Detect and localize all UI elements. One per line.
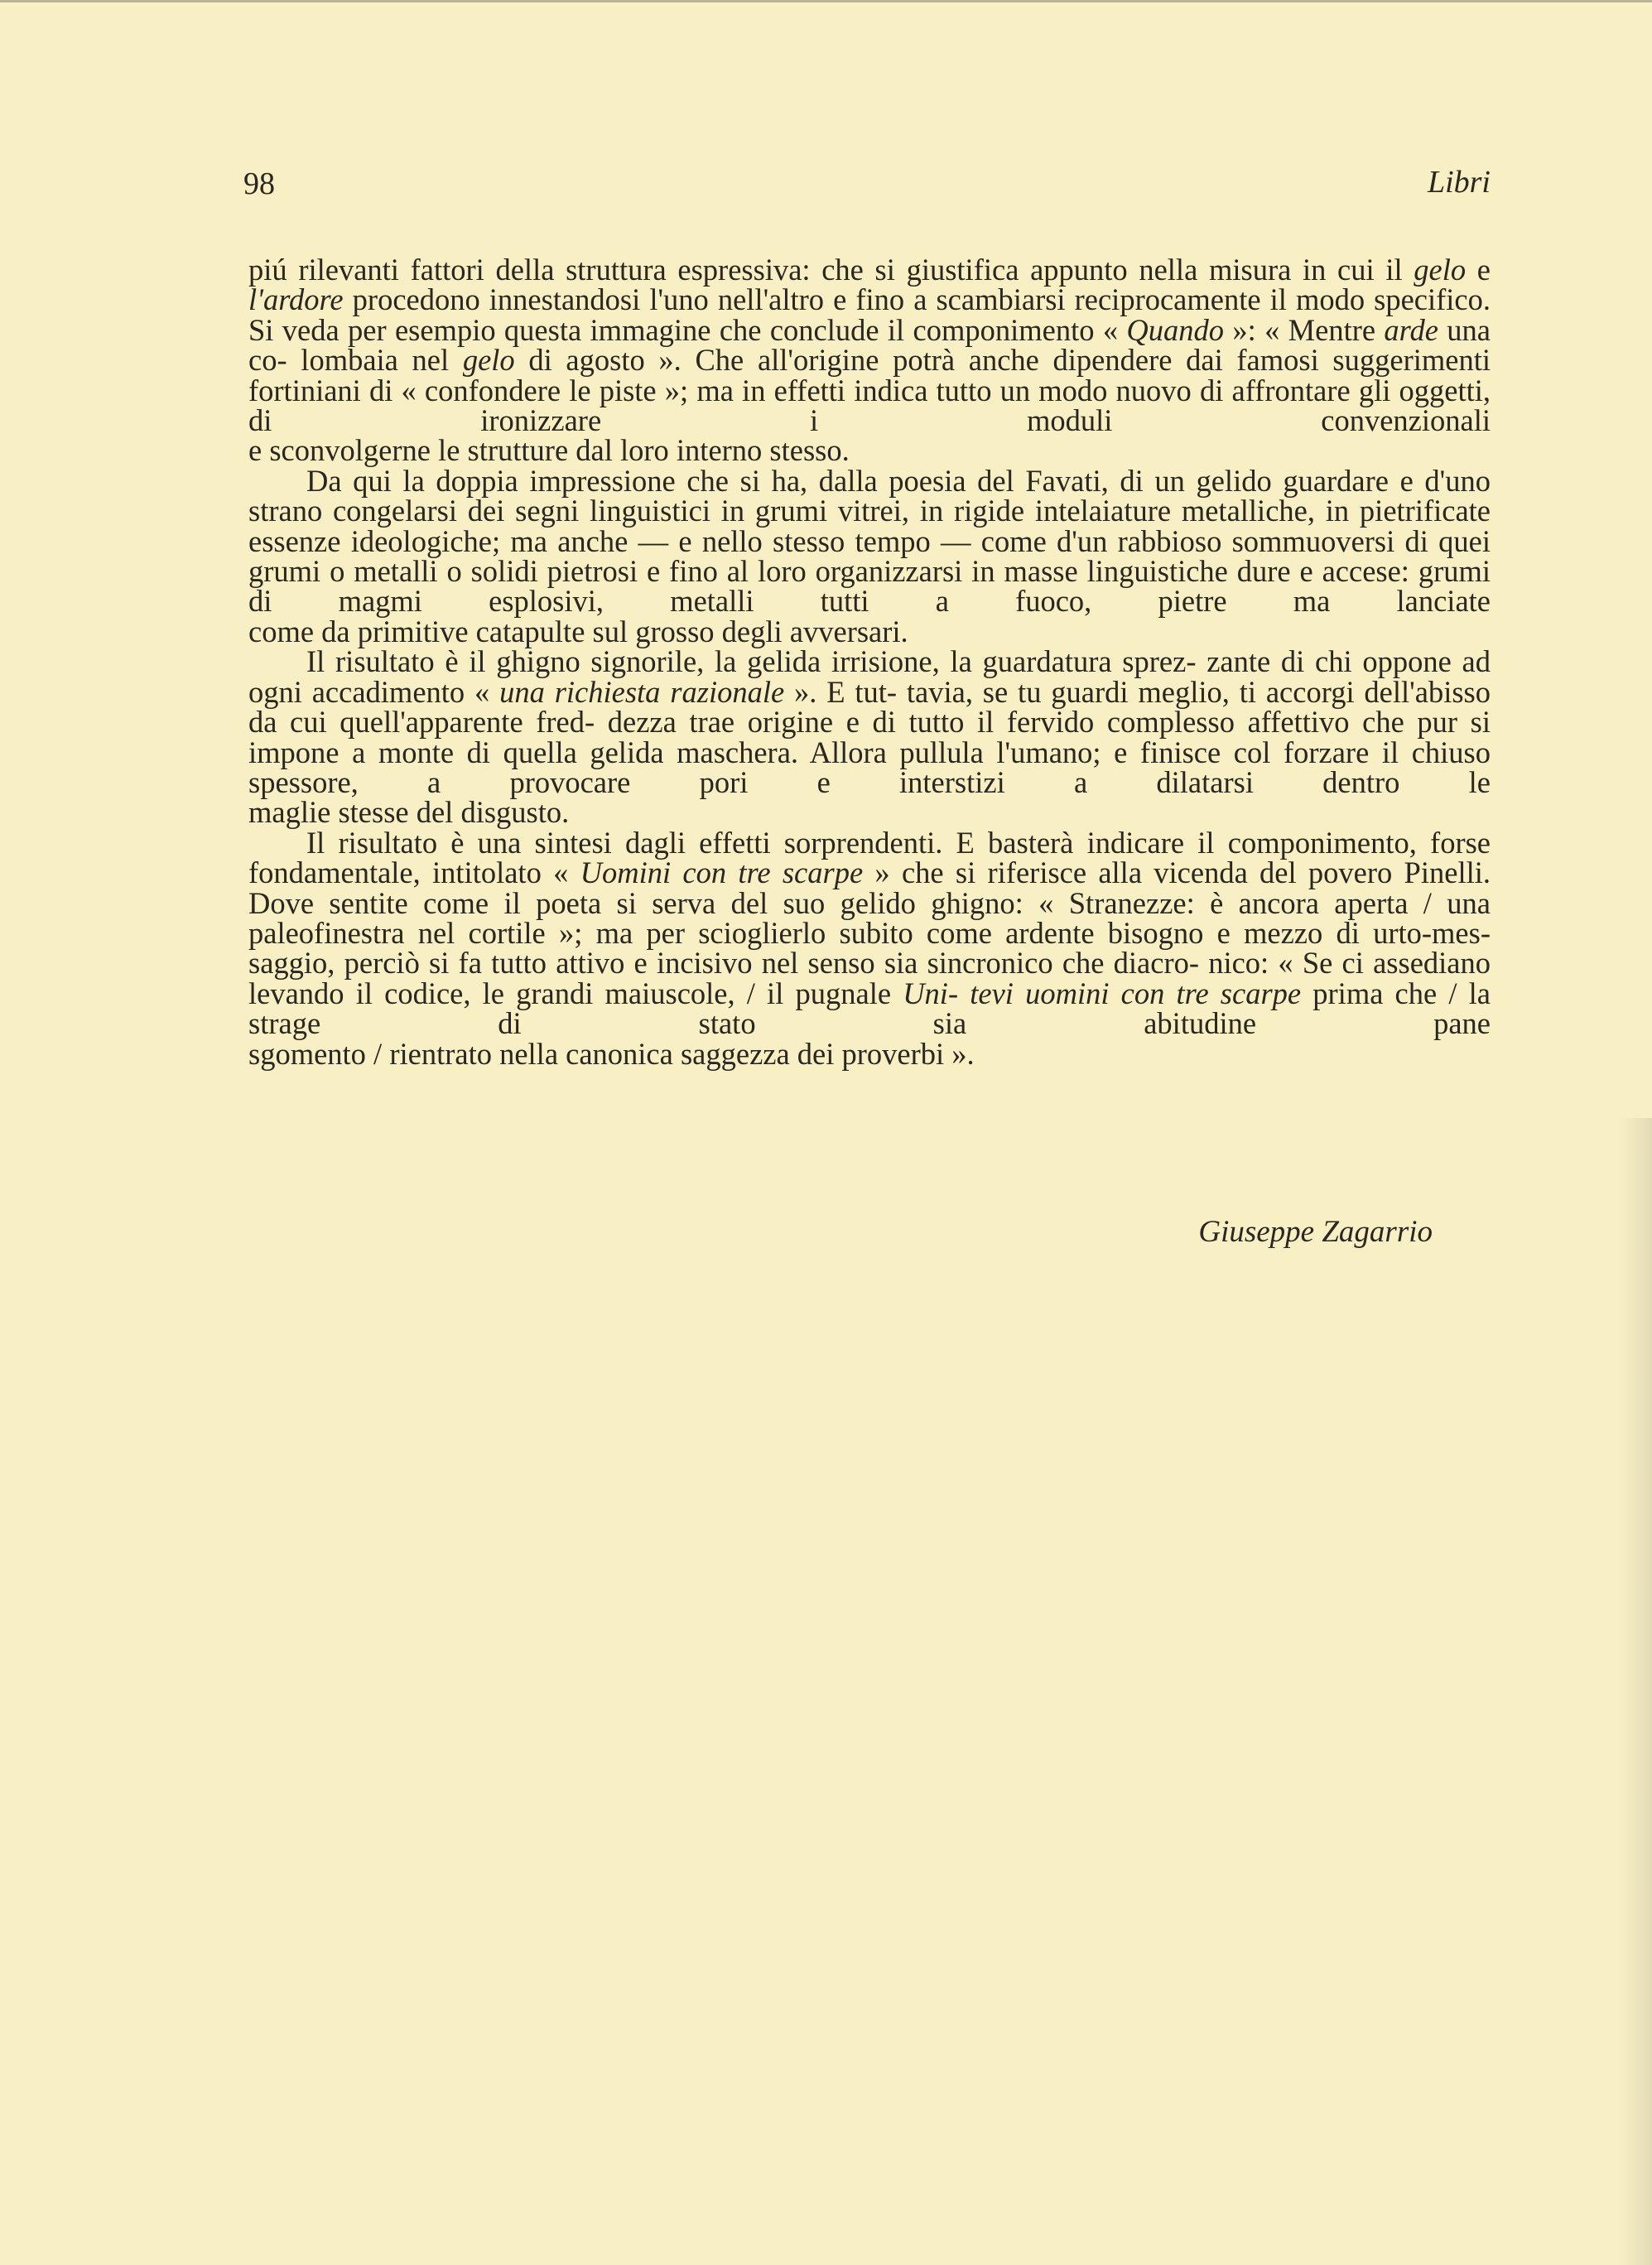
text-run: immagine che conclude il componimento «: [590, 312, 1127, 347]
text-line: — e nello stesso tempo — come d'un rabbioso sommuoversi di quei grumi o: [248, 523, 1491, 589]
text-line: saggio, perciò si fa tutto attivo e incisivo nel senso sia sincronico che diacro-: [248, 946, 1200, 981]
emphasis: arde: [1384, 312, 1438, 347]
paragraph-3-end: [248, 795, 1491, 830]
paragraph-1: [248, 255, 1491, 436]
page-edge-shadow: [1619, 1118, 1652, 2265]
text-line: a monte di quella gelida maschera. Allora pullula l'umano; e finisce col: [352, 735, 1271, 769]
text-line: a scambiarsi reciprocamente il modo specifico. Si veda per esempio questa: [248, 282, 1491, 347]
emphasis: l'ardore: [248, 282, 344, 317]
text-line: in rigide intelaiature metalliche, in pietrificate essenze ideologiche; ma anche: [248, 494, 1491, 558]
page-number: 98: [243, 166, 275, 201]
text-line: sgomento / rientrato nella canonica saggezza dei proverbi ».: [248, 1036, 975, 1071]
text-line: del suo gelido ghigno: « Stranezze: è ancora aperta / una paleofinestra nel: [248, 885, 1491, 950]
paragraph-2: [248, 463, 1491, 619]
emphasis: tevi uomini con tre scarpe: [970, 976, 1302, 1010]
text-line: forzare il chiuso spessore, a provocare pori e interstizi a dilatarsi dentro le: [248, 735, 1491, 799]
paragraph-4-end: [248, 1036, 1491, 1071]
emphasis: gelo: [462, 343, 515, 378]
text-line: Da qui la doppia impressione che si ha, dalla poesia del Favati, di un: [306, 463, 1185, 498]
text-line: si riferisce alla vicenda del povero Pinelli. Dove sentite come il poeta si serva: [248, 855, 1491, 920]
text-run: ». E tut-: [784, 674, 898, 709]
text-line: Il risultato è una sintesi dagli effetti sorprendenti. E basterà indicare il: [306, 825, 1215, 860]
text-line: piú rilevanti fattori della struttura espressiva: che si giustifica appunto nella: [248, 253, 1198, 287]
text-run: di agosto ». Che all'origine potrà anche dipendere dai famosi: [514, 343, 1319, 378]
paragraph-1-end: [248, 433, 1491, 468]
emphasis: Uni-: [903, 976, 959, 1010]
poem-title: Quando: [1126, 312, 1225, 347]
text-run: e: [1466, 253, 1491, 287]
text-line: Il risultato è il ghigno signorile, la gelida irrisione, la guardatura sprez-: [306, 644, 1197, 679]
text-run: » che: [863, 855, 944, 890]
text-run: »: « Mentre: [1224, 312, 1385, 347]
top-edge-rule: [0, 0, 1652, 2]
text-run: una co-: [248, 312, 1491, 378]
text-line: suggerimenti fortiniani di « confondere le piste »; ma in effetti indica tutto: [248, 343, 1491, 407]
text-line: cortile »; ma per scioglierlo subito come ardente bisogno e mezzo di urto-mes-: [468, 915, 1491, 950]
running-title: Libri: [1427, 165, 1491, 200]
text-line: metalli o solidi pietrosi e fino al loro organizzarsi in masse linguistiche dure: [354, 554, 1291, 589]
text-line: tavia, se tu guardi meglio, ti accorgi dell'abisso da cui quell'apparente fred-: [248, 674, 1491, 740]
text-line: e sconvolgerne le strutture dal loro interno stesso.: [248, 433, 850, 468]
text-run: zante di chi oppone ad ogni accadimento «: [248, 644, 1491, 709]
text-line: e accese: grumi di magmi esplosivi, metalli tutti a fuoco, pietre ma lanciate: [248, 554, 1491, 619]
text-line: gelido guardare e d'uno strano congelarsi dei segni linguistici in grumi vitrei,: [248, 463, 1491, 528]
paragraph-2-end: [248, 614, 1491, 648]
paragraph-3: [248, 644, 1491, 799]
text-run: componimento, forse fondamentale, intitolato «: [248, 825, 1491, 890]
text-run: lombaia nel: [301, 343, 463, 378]
text-run: misura in cui il: [1208, 253, 1414, 287]
text-line: come da primitive catapulte sul grosso degli avversari.: [248, 614, 908, 648]
text-run: nico: « Se ci assediano levando il codice, le grandi maiuscole, / il pugnale: [248, 946, 1491, 1010]
text-line: un modo nuovo di affrontare gli oggetti, di ironizzare i moduli convenzionali: [248, 373, 1491, 438]
emphasis: gelo: [1414, 253, 1467, 287]
article-body: [248, 255, 1491, 1069]
text-run: prima che / la strage di stato sia abitudine pane: [248, 976, 1491, 1041]
poem-title: Uomini con tre scarpe: [580, 855, 864, 890]
text-run: procedono innestandosi l'uno nell'altro e fino: [343, 282, 905, 317]
paragraph-4: [248, 825, 1491, 1041]
text-line: dezza trae origine e di tutto il fervido complesso affettivo che pur si impone: [248, 705, 1491, 769]
quoted-phrase: una richiesta razionale: [499, 674, 785, 709]
text-line: maglie stesse del disgusto.: [248, 795, 570, 830]
author-signature: Giuseppe Zagarrio: [1198, 1215, 1433, 1249]
